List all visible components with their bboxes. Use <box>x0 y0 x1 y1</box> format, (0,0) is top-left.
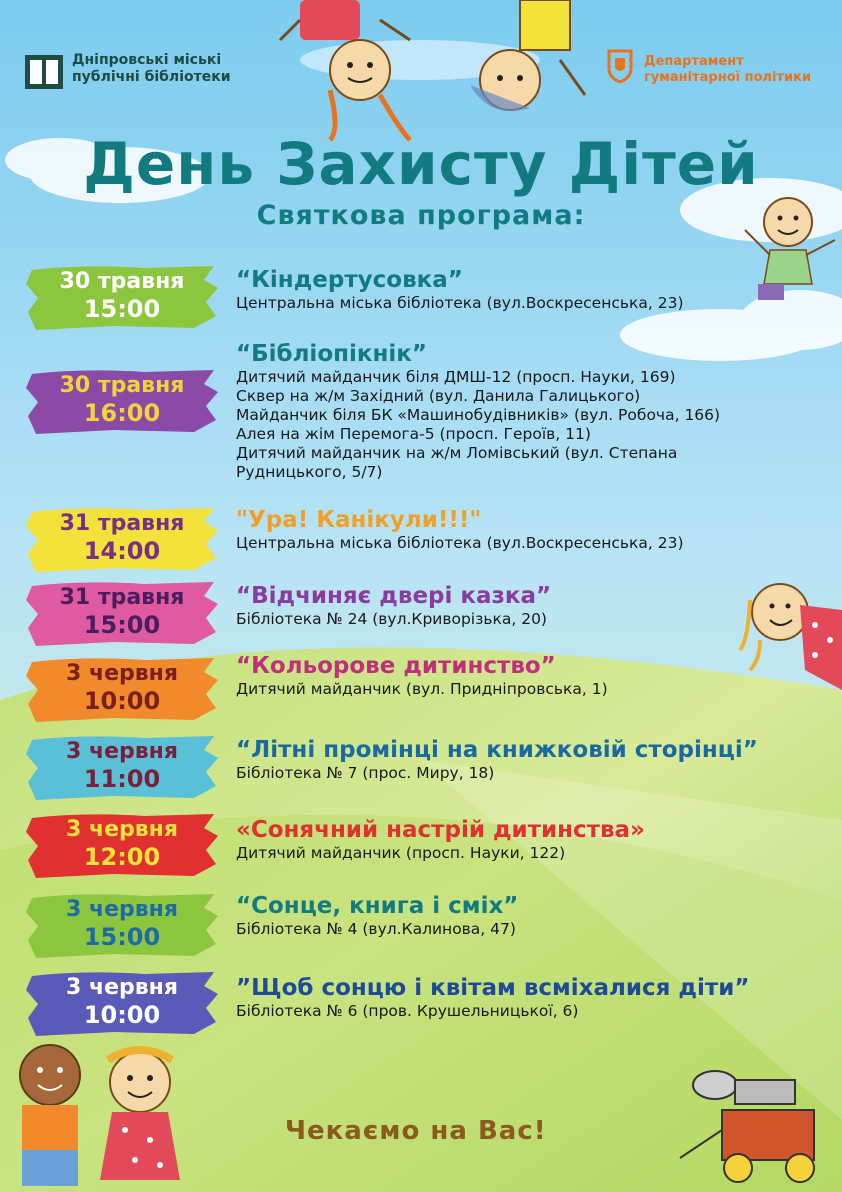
date-badge <box>24 810 220 880</box>
event-time: 15:00 <box>83 295 161 323</box>
date-badge <box>24 366 220 436</box>
event-date: 31 травня <box>59 511 185 536</box>
date-badge <box>24 890 220 960</box>
event-info <box>236 974 826 1021</box>
event-name: ”Щоб сонцю і квітам всміхалися діти” <box>236 975 750 1001</box>
event-name: "Ура! Канікули!!!" <box>236 507 482 533</box>
event-name: “Відчиняє двері казка” <box>236 583 552 609</box>
department-name-line-2: гуманітарної політики <box>644 70 812 85</box>
event-name: «Сонячний настрій дитинства» <box>236 817 645 843</box>
event-location: Алея на жім Перемога-5 (просп. Героїв, 11) <box>236 425 591 443</box>
event-location: Бібліотека № 7 (прос. Миру, 18) <box>236 764 495 782</box>
event-location: Сквер на ж/м Західний (вул. Данила Галицького) <box>236 387 641 405</box>
date-badge <box>24 262 220 332</box>
event-location: Бібліотека № 6 (пров. Крушельницької, 6) <box>236 1002 579 1020</box>
date-badge <box>24 968 220 1038</box>
library-name-line-2: публічні бібліотеки <box>72 69 231 85</box>
event-time: 16:00 <box>83 399 161 427</box>
event-location: Бібліотека № 4 (вул.Калинова, 47) <box>236 920 516 938</box>
event-name: “Бібліопікнік” <box>236 341 428 367</box>
kid-illustration-top-left <box>280 0 410 140</box>
event-time: 10:00 <box>83 1001 161 1029</box>
event-name: “Літні промінці на книжковій сторінці” <box>236 737 758 763</box>
event-info <box>236 582 826 629</box>
date-badge <box>24 504 220 574</box>
event-time: 14:00 <box>83 537 161 565</box>
footer-text: Чекаємо на Вас! <box>285 1116 547 1146</box>
library-logo <box>24 52 231 92</box>
dog-cart-illustration <box>680 1071 814 1182</box>
event-name: “Кольорове дитинство” <box>236 653 556 679</box>
event-date: 31 травня <box>59 585 185 610</box>
event-date: 3 червня <box>66 661 178 686</box>
department-name-line-1: Департамент <box>644 54 744 69</box>
event-time: 15:00 <box>83 611 161 639</box>
event-location: Майданчик біля БК «Машинобудівників» (вул. Робоча, 166) <box>236 406 721 424</box>
event-location: Дитячий майданчик (просп. Науки, 122) <box>236 844 566 862</box>
event-info <box>236 736 826 783</box>
event-date: 30 травня <box>59 373 185 398</box>
kids-illustration-bottom-left <box>20 1045 180 1186</box>
date-badge <box>24 732 220 802</box>
event-date: 3 червня <box>66 739 178 764</box>
event-date: 30 травня <box>59 269 185 294</box>
event-info <box>236 340 826 482</box>
library-name-line-1: Дніпровські міські <box>72 52 222 68</box>
event-date: 3 червня <box>66 975 178 1000</box>
event-date: 3 червня <box>66 817 178 842</box>
event-time: 12:00 <box>83 843 161 871</box>
event-name: “Кіндертусовка” <box>236 267 463 293</box>
event-info <box>236 892 826 939</box>
event-location: Центральна міська бібліотека (вул.Воскресенська, 23) <box>236 534 684 552</box>
poster-subtitle: Святкова програма: <box>256 200 586 231</box>
event-name: “Сонце, книга і сміх” <box>236 893 519 919</box>
poster-title: День Захисту Дітей <box>83 130 759 198</box>
event-info <box>236 652 826 699</box>
event-time: 11:00 <box>83 765 161 793</box>
shield-icon <box>606 48 634 84</box>
date-badge <box>24 578 220 648</box>
event-info <box>236 506 826 553</box>
event-date: 3 червня <box>66 897 178 922</box>
event-info <box>236 816 826 863</box>
department-logo <box>606 48 811 86</box>
event-location: Рудницького, 5/7) <box>236 463 383 481</box>
kid-illustration-top-right <box>470 0 585 111</box>
date-badge <box>24 654 220 724</box>
book-icon <box>24 52 64 92</box>
event-time: 15:00 <box>83 923 161 951</box>
event-location: Дитячий майданчик біля ДМШ-12 (просп. Науки, 169) <box>236 368 676 386</box>
event-location: Центральна міська бібліотека (вул.Воскресенська, 23) <box>236 294 684 312</box>
event-location: Дитячий майданчик (вул. Придніпровська, 1) <box>236 680 608 698</box>
event-location: Бібліотека № 24 (вул.Криворізька, 20) <box>236 610 547 628</box>
event-location: Дитячий майданчик на ж/м Ломівський (вул. Степана <box>236 444 678 462</box>
event-info <box>236 266 826 313</box>
event-time: 10:00 <box>83 687 161 715</box>
